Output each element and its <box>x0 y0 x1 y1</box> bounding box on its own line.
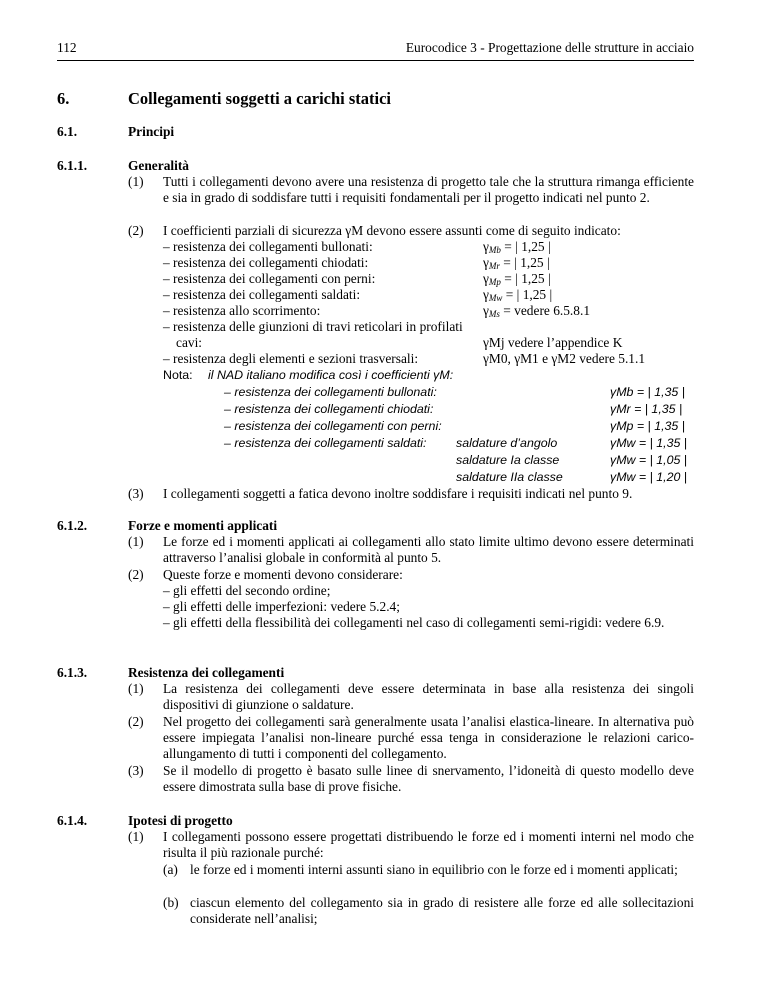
paragraph-text: Nel progetto dei collegamenti sarà generalmente usata l’analisi elastica-lineare. In alternativa può essere impiegata l’analisi non-lineare purché essa tenga in considerazione le relazioni carico-allungamento di tutti i componenti del collegamento. <box>163 714 694 762</box>
list-item-value: γMj vedere l’appendice K <box>483 335 623 350</box>
list-item-label: – resistenza degli elementi e sezioni trasversali: <box>163 351 419 366</box>
list-item-label: – resistenza allo scorrimento: <box>163 303 321 318</box>
subsection-title: Ipotesi di progetto <box>128 813 233 828</box>
list-item-value: $\gamma_{Mw}$ = | 1,25 | <box>483 287 553 303</box>
list-item-text: le forze ed i momenti interni assunti siano in equilibrio con le forze ed i momenti applicati; <box>190 862 678 877</box>
nad-item-label: – resistenza dei collegamenti bullonati: <box>224 385 437 399</box>
list-item-label: – resistenza dei collegamenti bullonati: <box>163 239 373 254</box>
paragraph-number: (3) <box>128 763 144 778</box>
list-item-label: – resistenza delle giunzioni di travi reticolari in profilati <box>163 319 463 334</box>
chapter-title: Collegamenti soggetti a carichi statici <box>128 89 392 108</box>
list-item-value: $\gamma_{Mr}$ = | 1,25 | <box>483 255 550 271</box>
paragraph-number: (1) <box>128 534 144 549</box>
paragraph-text: I collegamenti soggetti a fatica devono inoltre soddisfare i requisiti indicati nel punto 9. <box>163 486 633 501</box>
paragraph-text: La resistenza dei collegamenti deve essere determinata in base alla resistenza dei singoli dispositivi di giunzione o saldature. <box>163 681 694 713</box>
subsection-number: 6.1.1. <box>57 158 88 173</box>
list-item-value: $\gamma_{Mp}$ = | 1,25 | <box>483 271 551 287</box>
paragraph-number: (1) <box>128 681 144 696</box>
section-title: Principi <box>128 124 175 139</box>
list-item-value: γM0, γM1 e γM2 vedere 5.1.1 <box>483 351 646 366</box>
list-item-number: (a) <box>163 862 178 877</box>
list-item-label: – resistenza dei collegamenti con perni: <box>163 271 376 286</box>
paragraph-text: Queste forze e momenti devono considerare: <box>163 567 403 582</box>
list-item: – gli effetti del secondo ordine; <box>163 583 331 598</box>
list-item-label: – resistenza dei collegamenti chiodati: <box>163 255 369 270</box>
nad-item-mid: saldature d’angolo <box>456 436 558 450</box>
subsection-number: 6.1.3. <box>57 665 88 680</box>
note-label: Nota: <box>163 368 193 382</box>
list-item-text: ciascun elemento del collegamento sia in grado di resistere alle forze ed alle sollecitazioni considerate nell’analisi; <box>190 895 694 927</box>
paragraph-number: (1) <box>128 829 144 844</box>
subsection-number: 6.1.2. <box>57 518 88 533</box>
nad-item-value: γMb = | 1,35 | <box>610 385 685 399</box>
running-title: Eurocodice 3 - Progettazione delle strutture in acciaio <box>405 40 694 55</box>
paragraph-text: Se il modello di progetto è basato sulle linee di snervamento, l’idoneità di questo modello deve essere dimostrata sulla base di prove fisiche. <box>163 763 694 795</box>
nad-item-label: – resistenza dei collegamenti con perni: <box>224 419 442 433</box>
nad-item-mid: saldature Ia classe <box>456 453 560 467</box>
paragraph-text: I coefficienti parziali di sicurezza γM devono essere assunti come di seguito indicato: <box>163 223 621 238</box>
header-rule <box>57 60 694 61</box>
paragraph-text: Tutti i collegamenti devono avere una resistenza di progetto tale che la struttura rimanga efficiente e sia in grado di soddisfare tutti i requisiti fondamentali per il progetto indicati nel punto 2. <box>163 174 694 206</box>
paragraph-number: (2) <box>128 567 144 582</box>
nad-item-value: γMr = | 1,35 | <box>610 402 683 416</box>
nad-item-value: γMw = | 1,05 | <box>610 453 688 467</box>
subsection-title: Forze e momenti applicati <box>128 518 278 533</box>
nad-item-value: γMw = | 1,35 | <box>610 436 688 450</box>
section-number: 6.1. <box>57 124 78 139</box>
paragraph-text: Le forze ed i momenti applicati ai collegamenti allo stato limite ultimo devono essere determinati attraverso l’analisi globale in conformità al punto 5. <box>163 534 694 566</box>
nad-item-value: γMw = | 1,20 | <box>610 470 688 484</box>
list-item-label: – resistenza dei collegamenti saldati: <box>163 287 361 302</box>
nad-item-value: γMp = | 1,35 | <box>610 419 685 433</box>
list-item: – gli effetti delle imperfezioni: vedere 5.2.4; <box>163 599 400 614</box>
paragraph-text: I collegamenti possono essere progettati distribuendo le forze ed i momenti interni nel modo che risulta il più razionale purché: <box>163 829 694 861</box>
paragraph-number: (3) <box>128 486 144 501</box>
nad-item-label: – resistenza dei collegamenti saldati: <box>224 436 427 450</box>
nad-item-label: – resistenza dei collegamenti chiodati: <box>224 402 434 416</box>
list-item-number: (b) <box>163 895 179 910</box>
chapter-number: 6. <box>57 89 70 108</box>
note-text: il NAD italiano modifica così i coefficienti γM: <box>208 368 454 382</box>
paragraph-number: (1) <box>128 174 144 189</box>
list-item-label: cavi: <box>176 335 203 350</box>
list-item-value: $\gamma_{Ms}$ = vedere 6.5.8.1 <box>483 303 591 319</box>
paragraph-number: (2) <box>128 714 144 729</box>
nad-item-mid: saldature IIa classe <box>456 470 563 484</box>
list-item: – gli effetti della flessibilità dei collegamenti nel caso di collegamenti semi-rigidi: vedere 6.9. <box>163 615 665 630</box>
paragraph-number: (2) <box>128 223 144 238</box>
subsection-title: Generalità <box>128 158 189 173</box>
subsection-number: 6.1.4. <box>57 813 88 828</box>
subsection-title: Resistenza dei collegamenti <box>128 665 285 680</box>
list-item-value: $\gamma_{Mb}$ = | 1,25 | <box>483 239 551 255</box>
page-number: 112 <box>57 40 77 55</box>
